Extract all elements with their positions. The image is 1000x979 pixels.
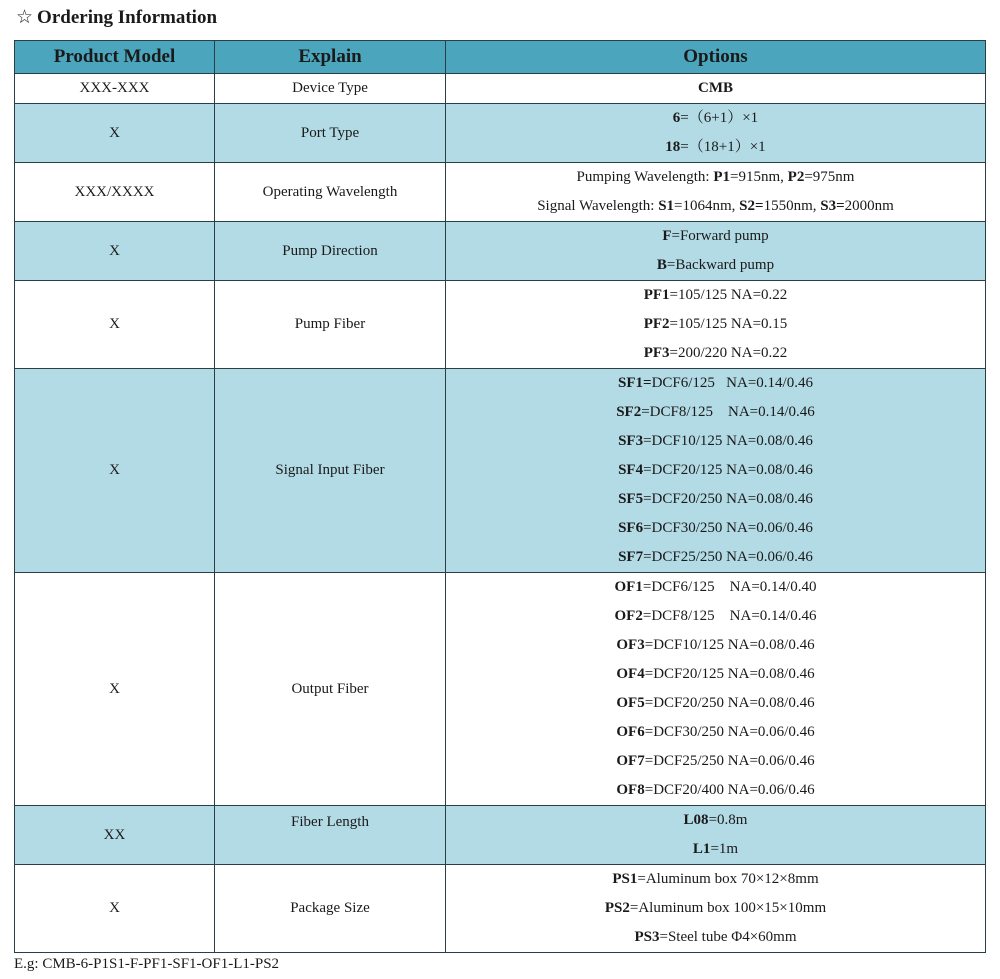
table-row (15, 222, 986, 281)
option-line (446, 251, 985, 280)
option-line (446, 163, 985, 192)
options-cell (446, 222, 986, 281)
option-code: SF2 (616, 404, 642, 420)
option-text: Signal Wavelength: (537, 198, 659, 214)
product-model-cell: XXX-XXX (15, 74, 215, 104)
product-model-cell: XX (15, 806, 215, 865)
option-code: CMB (698, 80, 733, 96)
explain-cell: Port Type (215, 104, 446, 163)
option-code: PF2 (643, 316, 670, 332)
option-code: OF4 (616, 666, 645, 682)
option-line (446, 369, 985, 398)
option-value: =DCF20/250 NA=0.08/0.46 (643, 491, 813, 507)
option-value: =Backward pump (666, 257, 775, 273)
option-code: 6 (672, 110, 681, 126)
table-body (15, 74, 986, 953)
option-line (446, 718, 985, 747)
option-code: PF3 (643, 345, 670, 361)
options-cell (446, 104, 986, 163)
explain-cell: Operating Wavelength (215, 163, 446, 222)
explain-cell: Device Type (215, 74, 446, 104)
option-code: OF2 (614, 608, 643, 624)
example-code: E.g: CMB-6-P1S1-F-PF1-SF1-OF1-L1-PS2 (14, 956, 280, 972)
option-code: S1 (658, 198, 675, 214)
option-code: OF6 (616, 724, 645, 740)
table-row (15, 104, 986, 163)
option-text: 2000nm (844, 198, 894, 214)
option-code: OF5 (616, 695, 645, 711)
option-value: =DCF30/250 NA=0.06/0.46 (644, 724, 815, 740)
option-code: SF6 (618, 520, 644, 536)
option-line (446, 631, 985, 660)
option-code: PS3 (634, 929, 660, 945)
option-code: P2 (787, 169, 805, 185)
option-code: 18 (665, 139, 681, 155)
table-row (15, 163, 986, 222)
option-value: =（18+1）×1 (680, 139, 766, 155)
option-value: DCF6/125 NA=0.14/0.46 (651, 375, 813, 391)
option-code: P1 (713, 169, 731, 185)
options-cell (446, 74, 986, 104)
star-icon: ☆ (16, 7, 34, 28)
option-value: =105/125 NA=0.15 (669, 316, 788, 332)
option-text: =1064nm, (674, 198, 740, 214)
options-cell (446, 573, 986, 806)
page-title (16, 5, 217, 31)
product-model-cell: X (15, 104, 215, 163)
option-code: SF7 (618, 549, 644, 565)
table-row (15, 806, 986, 865)
explain-cell: Package Size (215, 865, 446, 953)
product-model-cell: X (15, 222, 215, 281)
option-value: =DCF25/250 NA=0.06/0.46 (643, 549, 813, 565)
table-row (15, 281, 986, 369)
option-line (446, 339, 985, 368)
options-cell (446, 865, 986, 953)
ordering-table (14, 40, 986, 953)
header-options: Options (446, 41, 986, 74)
option-line (446, 602, 985, 631)
option-line (446, 923, 985, 952)
table-row (15, 74, 986, 104)
header-product-model: Product Model (15, 41, 215, 74)
page-title-text: Ordering Information (37, 7, 218, 28)
table-row (15, 573, 986, 806)
option-code: L08 (683, 812, 709, 828)
option-value: =DCF10/125 NA=0.08/0.46 (643, 433, 813, 449)
option-value: =DCF10/125 NA=0.08/0.46 (644, 637, 815, 653)
option-line (446, 398, 985, 427)
option-value: =DCF20/125 NA=0.08/0.46 (643, 462, 813, 478)
option-code: PF1 (643, 287, 670, 303)
options-cell (446, 806, 986, 865)
option-value: =DCF30/250 NA=0.06/0.46 (643, 520, 813, 536)
option-value: =200/220 NA=0.22 (669, 345, 788, 361)
option-line (446, 689, 985, 718)
option-value: =DCF8/125 NA=0.14/0.46 (642, 608, 817, 624)
option-line (446, 485, 985, 514)
option-text: Pumping Wavelength: (576, 169, 714, 185)
option-line (446, 747, 985, 776)
option-line (446, 74, 985, 103)
option-code: S3= (820, 198, 845, 214)
option-code: SF3 (618, 433, 644, 449)
product-model-cell: XXX/XXXX (15, 163, 215, 222)
option-code: L1 (692, 841, 711, 857)
option-code: OF7 (616, 753, 645, 769)
option-value: =DCF20/250 NA=0.08/0.46 (644, 695, 815, 711)
option-code: OF3 (616, 637, 645, 653)
option-code: SF4 (618, 462, 644, 478)
option-line (446, 192, 985, 221)
options-cell (446, 163, 986, 222)
option-code: PS1 (612, 871, 638, 887)
option-line (446, 835, 985, 864)
option-code: B (656, 257, 667, 273)
option-line (446, 514, 985, 543)
explain-cell: Pump Direction (215, 222, 446, 281)
option-value: =Forward pump (671, 228, 769, 244)
option-code: SF5 (618, 491, 644, 507)
option-text: =915nm, (730, 169, 788, 185)
option-value: =Aluminum box 100×15×10mm (629, 900, 827, 916)
option-value: =DCF8/125 NA=0.14/0.46 (641, 404, 815, 420)
option-value: =DCF20/125 NA=0.08/0.46 (644, 666, 815, 682)
product-model-cell: X (15, 865, 215, 953)
header-explain: Explain (215, 41, 446, 74)
options-cell (446, 281, 986, 369)
table-row (15, 865, 986, 953)
option-code: PS2 (604, 900, 630, 916)
product-model-cell: X (15, 573, 215, 806)
explain-cell: Signal Input Fiber (215, 369, 446, 573)
option-code: OF8 (616, 782, 645, 798)
option-line (446, 865, 985, 894)
option-value: =（6+1）×1 (680, 110, 759, 126)
explain-cell: Output Fiber (215, 573, 446, 806)
option-value: =Aluminum box 70×12×8mm (637, 871, 819, 887)
option-line (446, 281, 985, 310)
options-cell (446, 369, 986, 573)
option-line (446, 543, 985, 572)
option-line (446, 456, 985, 485)
option-line (446, 133, 985, 162)
option-line (446, 222, 985, 251)
option-line (446, 573, 985, 602)
option-line (446, 660, 985, 689)
option-code: S2= (739, 198, 764, 214)
option-code: SF1= (618, 375, 652, 391)
option-value: =Steel tube Φ4×60mm (659, 929, 797, 945)
option-value: =1m (710, 841, 739, 857)
option-line (446, 310, 985, 339)
option-code: F (662, 228, 672, 244)
option-line (446, 427, 985, 456)
product-model-cell: X (15, 281, 215, 369)
option-line (446, 806, 985, 835)
option-value: =DCF25/250 NA=0.06/0.46 (644, 753, 815, 769)
option-value: =DCF6/125 NA=0.14/0.40 (642, 579, 817, 595)
option-value: =105/125 NA=0.22 (669, 287, 788, 303)
explain-cell: Fiber Length (215, 806, 446, 865)
product-model-cell: X (15, 369, 215, 573)
explain-cell: Pump Fiber (215, 281, 446, 369)
option-value: =DCF20/400 NA=0.06/0.46 (644, 782, 815, 798)
option-text: =975nm (804, 169, 855, 185)
table-row (15, 369, 986, 573)
option-line (446, 894, 985, 923)
option-line (446, 104, 985, 133)
option-line (446, 776, 985, 805)
table-header-row (15, 41, 986, 74)
option-code: OF1 (614, 579, 643, 595)
option-text: 1550nm, (763, 198, 821, 214)
option-value: =0.8m (708, 812, 748, 828)
